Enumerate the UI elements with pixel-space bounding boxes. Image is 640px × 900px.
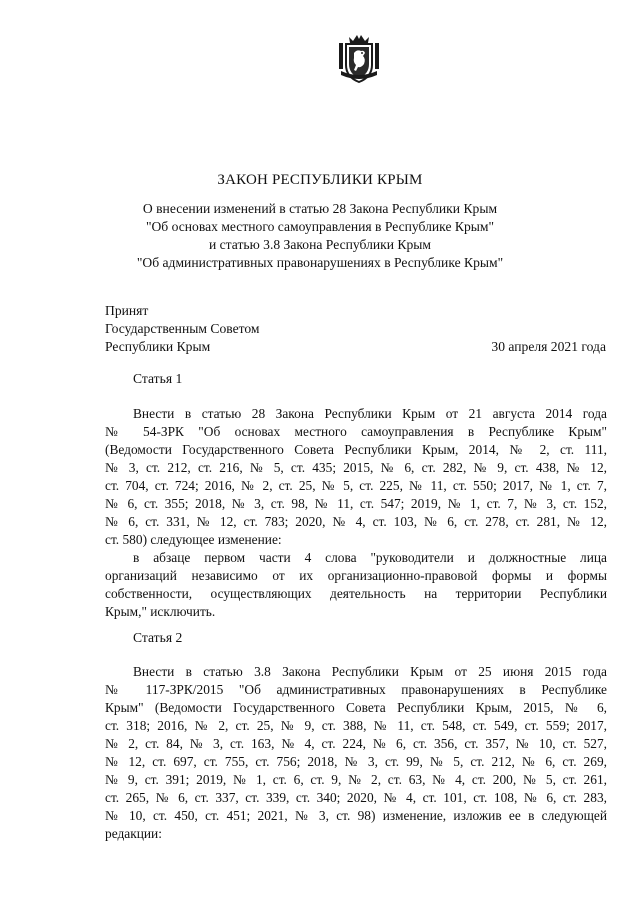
text-line: № 117-ЗРК/2015 "Об административных правонарушениях в Республике (105, 682, 607, 697)
article-1-paragraph-2 (105, 549, 607, 621)
adoption-line: Принят (105, 303, 149, 318)
adoption-date: 30 апреля 2021 года (491, 339, 606, 354)
adoption-block (105, 302, 260, 356)
text-line: № 6, ст. 355; 2018, № 3, ст. 98, № 11, ст. 547; 2019, № 1, ст. 7, № 3, ст. 152, (105, 496, 607, 511)
article-1-heading: Статья 1 (133, 371, 183, 386)
text-line: Внести в статью 28 Закона Республики Крым от 21 августа 2014 года (133, 406, 607, 421)
subtitle-line: О внесении изменений в статью 28 Закона Республики Крым (142, 201, 498, 216)
article-2-paragraph-1 (105, 663, 607, 843)
text-line: организаций независимо от их организационно-правовой формы и формы (105, 568, 607, 583)
text-line: ст. 318; 2016, № 2, ст. 25, № 9, ст. 388, № 11, ст. 548, ст. 549, ст. 559; 2017, (105, 718, 607, 733)
document-title: ЗАКОН РЕСПУБЛИКИ КРЫМ (217, 172, 423, 188)
text-line: № 3, ст. 212, ст. 216, № 5, ст. 435; 2015, № 6, ст. 282, № 9, ст. 438, № 12, (105, 460, 607, 475)
text-line: ст. 580) следующее изменение: (105, 532, 282, 547)
subtitle-line: "Об основах местного самоуправления в Республике Крым" (145, 219, 495, 234)
text-line: № 6, ст. 331, № 12, ст. 783; 2020, № 4, ст. 103, № 6, ст. 278, ст. 281, № 12, (105, 514, 607, 529)
text-line: № 10, ст. 450, ст. 451; 2021, № 3, ст. 98) изменение, изложив ее в следующей (105, 808, 607, 823)
adoption-line: Государственным Советом (105, 321, 260, 336)
text-line: в абзаце первом части 4 слова "руководители и должностные лица (133, 550, 607, 565)
text-line: собственности, осуществляющих деятельность на территории Республики (105, 586, 607, 601)
text-line: № 54-ЗРК "Об основах местного самоуправления в Республике Крым" (105, 424, 607, 439)
text-line: № 12, ст. 697, ст. 755, ст. 756; 2018, № 3, ст. 99, № 5, ст. 212, № 6, ст. 269, (105, 754, 607, 769)
text-line: Внести в статью 3.8 Закона Республики Крым от 25 июня 2015 года (133, 664, 607, 679)
text-line: Крым" (Ведомости Государственного Совета Республики Крым, 2015, № 6, (105, 700, 607, 715)
document-subtitle (0, 200, 640, 272)
text-line: ст. 265, № 6, ст. 337, ст. 339, ст. 340; 2020, № 4, ст. 101, ст. 108, № 6, ст. 283, (105, 790, 607, 805)
article-2-heading: Статья 2 (133, 630, 183, 645)
text-line: Крым," исключить. (105, 604, 216, 619)
crimea-coat-of-arms-icon (337, 33, 381, 85)
text-line: редакции: (105, 826, 162, 841)
text-line: № 9, ст. 391; 2019, № 1, ст. 6, ст. 9, № 2, ст. 63, № 4, ст. 200, № 5, ст. 261, (105, 772, 607, 787)
text-line: ст. 704, ст. 724; 2016, № 2, ст. 25, № 5, ст. 225, № 11, ст. 550; 2017, № 1, ст. 7, (105, 478, 607, 493)
text-line: № 2, ст. 84, № 3, ст. 163, № 4, ст. 224, № 6, ст. 356, ст. 357, № 10, ст. 527, (105, 736, 607, 751)
article-1-paragraph-1 (105, 405, 607, 549)
adoption-line: Республики Крым (105, 339, 211, 354)
subtitle-line: "Об административных правонарушениях в Республике Крым" (136, 255, 504, 270)
text-line: (Ведомости Государственного Совета Республики Крым, 2014, № 2, ст. 111, (105, 442, 607, 457)
subtitle-line: и статью 3.8 Закона Республики Крым (208, 237, 432, 252)
